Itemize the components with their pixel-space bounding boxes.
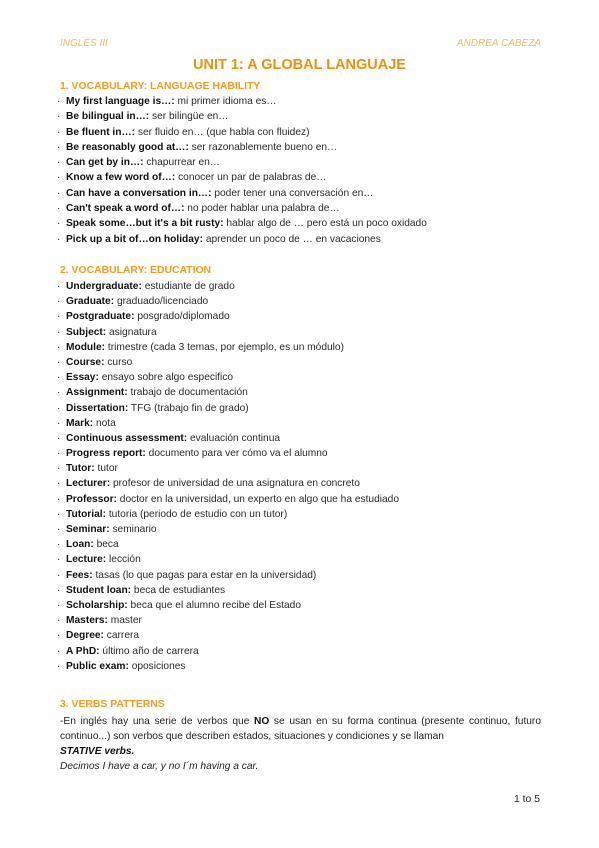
term: Tutor: bbox=[66, 463, 95, 475]
definition: lección bbox=[106, 554, 141, 566]
term: Speak some…but it's a bit rusty: bbox=[66, 218, 224, 230]
bullet-icon: · bbox=[57, 157, 61, 169]
section-heading-vocabulary-education: 2. VOCABULARY: EDUCATION bbox=[60, 265, 212, 276]
bullet-icon: · bbox=[57, 203, 61, 215]
bullet-icon: · bbox=[57, 387, 61, 399]
bullet-icon: · bbox=[57, 584, 61, 596]
definition: tutor bbox=[94, 463, 118, 475]
definition: beca de estudiantes bbox=[131, 584, 226, 596]
bullet-icon: · bbox=[57, 432, 61, 444]
definition: graduado/licenciado bbox=[114, 296, 209, 308]
stative-verbs-example: Decimos I have a car, y no I´m having a car. bbox=[60, 761, 259, 772]
term: Essay: bbox=[66, 372, 99, 384]
list-item bbox=[57, 476, 557, 491]
bullet-icon: · bbox=[57, 326, 61, 338]
explanation-text-before: -En inglés hay una serie de verbos que bbox=[60, 716, 255, 727]
definition: estudiante de grado bbox=[141, 281, 235, 292]
bullet-icon: · bbox=[57, 126, 61, 138]
list-item bbox=[57, 385, 557, 400]
bullet-icon: · bbox=[57, 630, 61, 642]
term: Scholarship: bbox=[66, 599, 128, 611]
list-item bbox=[57, 552, 557, 567]
list-item bbox=[57, 537, 557, 552]
list-item bbox=[57, 522, 557, 537]
bullet-icon: · bbox=[57, 111, 61, 123]
definition: no poder hablar una palabra de… bbox=[184, 203, 340, 215]
definition: oposiciones bbox=[128, 660, 186, 672]
term: Mark: bbox=[66, 417, 94, 429]
list-item bbox=[57, 186, 557, 201]
term: Degree: bbox=[66, 630, 104, 642]
bullet-icon: · bbox=[57, 599, 61, 611]
term: Undergraduate: bbox=[66, 281, 142, 292]
definition: beca bbox=[93, 539, 119, 551]
definition: ser fluido en… (que habla con fluidez) bbox=[135, 126, 310, 138]
definition: trabajo de documentación bbox=[127, 387, 248, 399]
term: Module: bbox=[66, 341, 106, 353]
term: Can't speak a word of…: bbox=[66, 203, 185, 215]
term: Masters: bbox=[66, 615, 108, 627]
definition: poder tener una conversación en… bbox=[211, 187, 374, 199]
definition: doctor en la universidad, un experto en algo que ha estudiado bbox=[116, 493, 400, 505]
definition: beca que el alumno recibe del Estado bbox=[127, 599, 302, 611]
bullet-icon: · bbox=[57, 96, 61, 107]
definition: seminario bbox=[109, 524, 157, 535]
bullet-icon: · bbox=[57, 372, 61, 384]
list-item bbox=[57, 659, 557, 674]
term: Be reasonably good at…: bbox=[66, 141, 189, 153]
definition: evaluación continua bbox=[187, 432, 281, 444]
term: Public exam: bbox=[66, 660, 129, 672]
list-item bbox=[57, 155, 557, 170]
list-item bbox=[57, 294, 557, 309]
term: Pick up a bit of…on holiday: bbox=[66, 233, 203, 245]
explanation-text-after: se usan en su forma continua (presente continuo, futuro continuo...) son verbos que describen estados, situaciones y condiciones y se llaman bbox=[60, 716, 541, 743]
term: Professor: bbox=[66, 493, 117, 505]
definition: último año de carrera bbox=[99, 645, 199, 657]
list-item bbox=[57, 401, 557, 416]
definition: hablar algo de … pero está un poco oxidado bbox=[223, 218, 427, 230]
list-item bbox=[57, 644, 557, 659]
term: Fees: bbox=[66, 569, 93, 581]
list-item bbox=[57, 583, 557, 598]
list-item bbox=[57, 140, 557, 155]
list-item bbox=[57, 170, 557, 185]
term: A PhD: bbox=[66, 645, 100, 657]
term: Course: bbox=[66, 356, 105, 368]
page-number: 1 to 5 bbox=[514, 794, 540, 805]
list-item bbox=[57, 598, 557, 613]
definition: trimestre (cada 3 temas, por ejemplo, es un módulo) bbox=[105, 341, 344, 353]
list-item bbox=[57, 461, 557, 476]
bullet-icon: · bbox=[57, 141, 61, 153]
list-item bbox=[57, 232, 557, 247]
definition: ensayo sobre algo especifico bbox=[98, 372, 234, 384]
list-item bbox=[57, 340, 557, 355]
bullet-icon: · bbox=[57, 508, 61, 520]
definition: aprender un poco de … en vacaciones bbox=[202, 233, 381, 245]
bullet-icon: · bbox=[57, 417, 61, 429]
list-item bbox=[57, 309, 557, 324]
bullet-icon: · bbox=[57, 218, 61, 230]
term: Dissertation: bbox=[66, 402, 129, 414]
section-heading-vocabulary-language: 1. VOCABULARY: LANGUAGE HABILITY bbox=[60, 81, 261, 92]
definition: TFG (trabajo fin de grado) bbox=[128, 402, 249, 414]
list-item bbox=[57, 613, 557, 628]
term: My first language is…: bbox=[66, 96, 175, 107]
bullet-icon: · bbox=[57, 341, 61, 353]
list-item bbox=[57, 568, 557, 583]
term: Lecturer: bbox=[66, 478, 111, 490]
bullet-icon: · bbox=[57, 187, 61, 199]
bullet-icon: · bbox=[57, 645, 61, 657]
list-item bbox=[57, 216, 557, 231]
term: Loan: bbox=[66, 539, 94, 551]
bullet-icon: · bbox=[57, 402, 61, 414]
list-item bbox=[57, 109, 557, 124]
header-course: INGLÉS III bbox=[60, 38, 108, 49]
bullet-icon: · bbox=[57, 493, 61, 505]
bullet-icon: · bbox=[57, 524, 61, 535]
definition: posgrado/diplomado bbox=[134, 311, 230, 323]
list-item bbox=[57, 507, 557, 522]
section-heading-verbs-patterns: 3. VERBS PATTERNS bbox=[60, 699, 165, 710]
bullet-icon: · bbox=[57, 615, 61, 627]
list-item bbox=[57, 125, 557, 140]
page-title: UNIT 1: A GLOBAL LANGUAJE bbox=[193, 57, 406, 73]
bullet-icon: · bbox=[57, 448, 61, 460]
list-item bbox=[57, 279, 557, 294]
definition: asignatura bbox=[106, 326, 157, 338]
stative-verbs-explanation bbox=[60, 714, 541, 745]
definition: nota bbox=[93, 417, 116, 429]
bullet-icon: · bbox=[57, 554, 61, 566]
definition: documento para ver cómo va el alumno bbox=[145, 448, 328, 460]
bullet-icon: · bbox=[57, 356, 61, 368]
definition: conocer un par de palabras de… bbox=[175, 172, 327, 184]
definition: mi primer idioma es… bbox=[174, 96, 277, 107]
education-vocabulary-list bbox=[57, 279, 557, 674]
definition: profesor de universidad de una asignatura en concreto bbox=[110, 478, 360, 490]
term: Postgraduate: bbox=[66, 311, 135, 323]
term: Continuous assessment: bbox=[66, 432, 188, 444]
explanation-emphasis: NO bbox=[254, 716, 270, 727]
definition: ser razonablemente bueno en… bbox=[188, 141, 338, 153]
header-author: ANDREA CABEZA bbox=[456, 38, 541, 49]
bullet-icon: · bbox=[57, 172, 61, 184]
list-item bbox=[57, 370, 557, 385]
definition: tutoria (periodo de estudio con un tutor) bbox=[106, 508, 288, 520]
bullet-icon: · bbox=[57, 478, 61, 490]
bullet-icon: · bbox=[57, 660, 61, 672]
term: Assignment: bbox=[66, 387, 128, 399]
bullet-icon: · bbox=[57, 569, 61, 581]
bullet-icon: · bbox=[57, 281, 61, 292]
definition: carrera bbox=[103, 630, 140, 642]
bullet-icon: · bbox=[57, 311, 61, 323]
term: Lecture: bbox=[66, 554, 107, 566]
term: Seminar: bbox=[66, 524, 110, 535]
bullet-icon: · bbox=[57, 296, 61, 308]
list-item bbox=[57, 628, 557, 643]
definition: ser bilingüe en… bbox=[149, 111, 229, 123]
list-item bbox=[57, 201, 557, 216]
term: Tutorial: bbox=[66, 508, 106, 520]
list-item bbox=[57, 431, 557, 446]
definition: master bbox=[107, 615, 142, 627]
term: Subject: bbox=[66, 326, 107, 338]
term: Graduate: bbox=[66, 296, 115, 308]
list-item bbox=[57, 355, 557, 370]
list-item bbox=[57, 492, 557, 507]
term: Student loan: bbox=[66, 584, 132, 596]
term: Be bilingual in…: bbox=[66, 111, 150, 123]
list-item bbox=[57, 325, 557, 340]
term: Can have a conversation in…: bbox=[66, 187, 212, 199]
term: Know a few word of…: bbox=[66, 172, 176, 184]
bullet-icon: · bbox=[57, 463, 61, 475]
term: Be fluent in…: bbox=[66, 126, 136, 138]
bullet-icon: · bbox=[57, 539, 61, 551]
definition: curso bbox=[104, 356, 133, 368]
bullet-icon: · bbox=[57, 233, 61, 245]
language-vocabulary-list bbox=[57, 94, 557, 247]
term: Progress report: bbox=[66, 448, 146, 460]
definition: tasas (lo que pagas para estar en la universidad) bbox=[92, 569, 317, 581]
stative-verbs-term: STATIVE verbs. bbox=[60, 746, 135, 757]
term: Can get by in…: bbox=[66, 157, 144, 169]
list-item bbox=[57, 94, 557, 109]
list-item bbox=[57, 416, 557, 431]
definition: chapurrear en… bbox=[143, 157, 220, 169]
list-item bbox=[57, 446, 557, 461]
